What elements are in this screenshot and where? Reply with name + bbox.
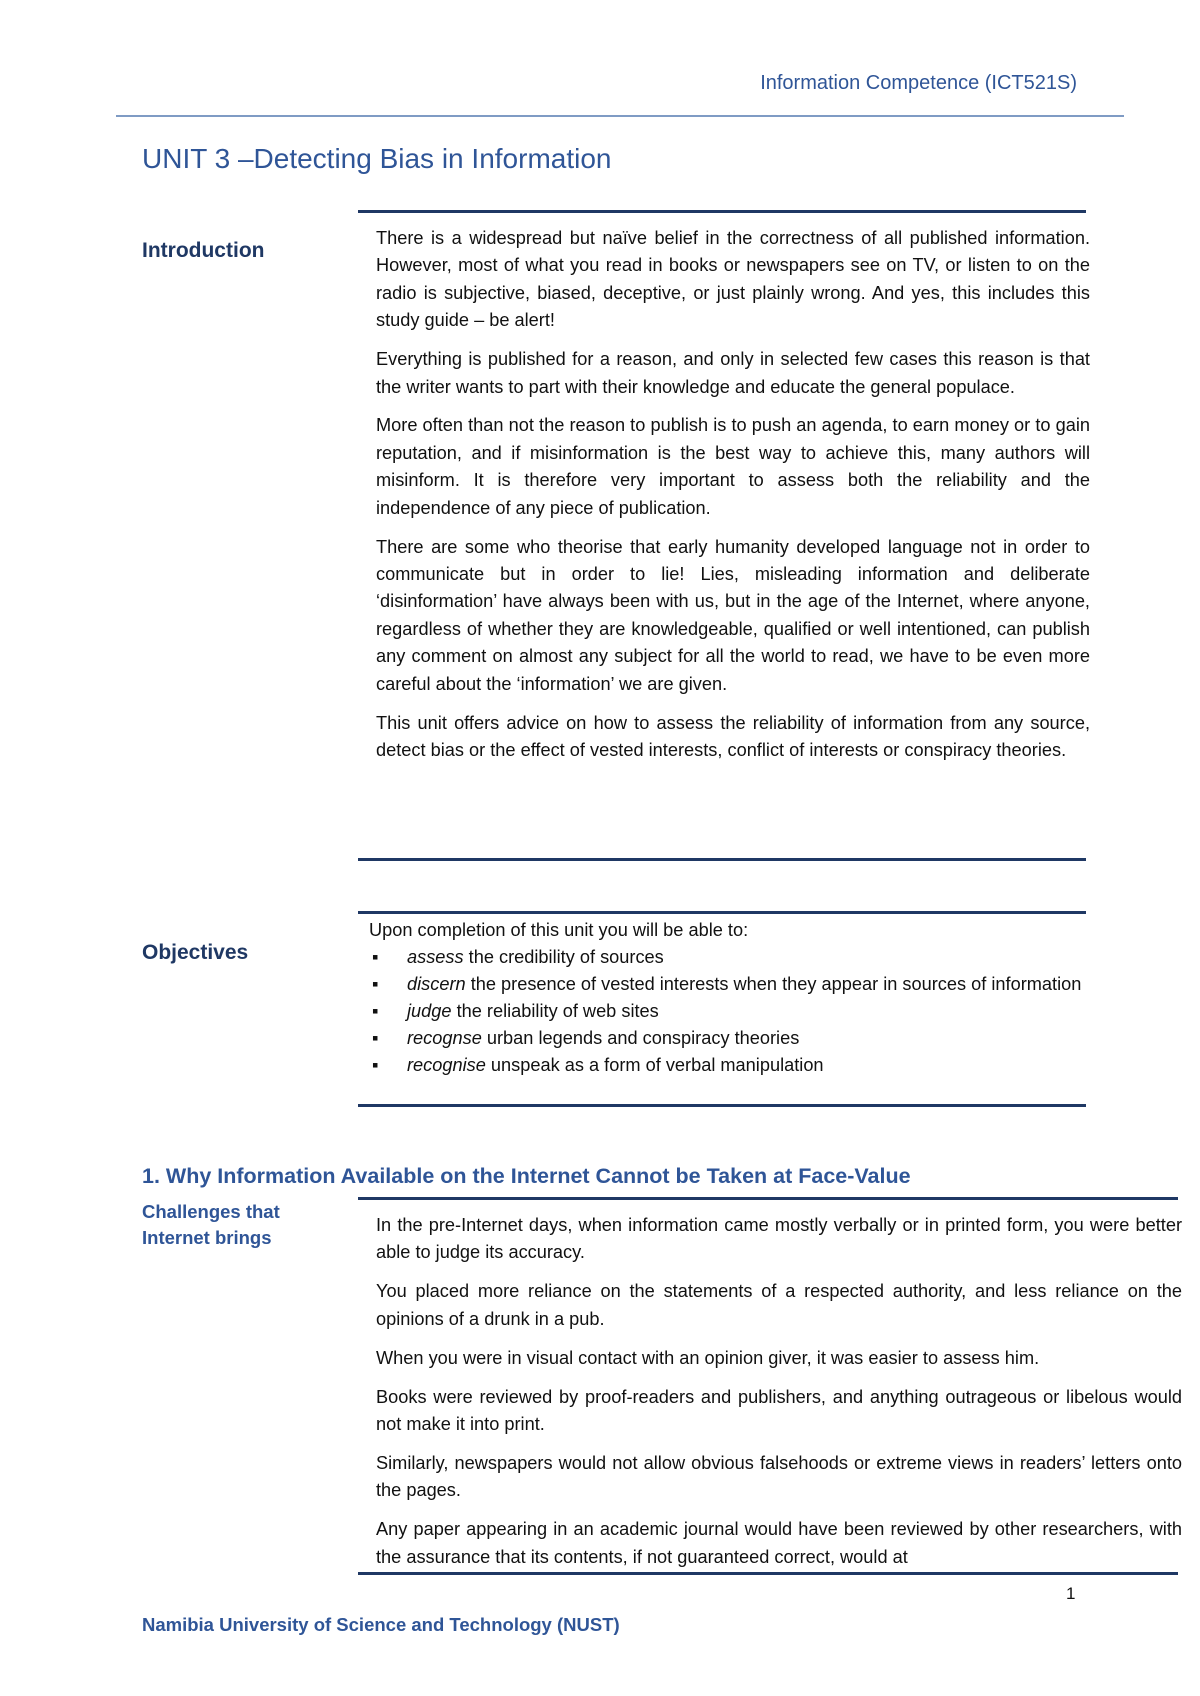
section-paragraph: Similarly, newspapers would not allow obvious falsehoods or extreme views in readers’ letters onto the pages. [376, 1452, 1182, 1501]
header-divider [116, 115, 1124, 117]
objective-item [369, 1025, 1089, 1052]
section-paragraph: When you were in visual contact with an opinion giver, it was easier to assess him. [376, 1347, 1040, 1368]
section-bottom-rule [358, 1572, 1178, 1615]
course-title: Information Competence (ICT521S) [760, 72, 1077, 94]
section-top-rule [358, 1197, 1178, 1200]
objective-text: urban legends and conspiracy theories [481, 1028, 800, 1048]
section-body [376, 1212, 1182, 1582]
section-paragraph: Any paper appearing in an academic journal would have been reviewed by other researchers, with the assurance that its contents, if not guaranteed correct, would at [376, 1519, 1182, 1567]
section-heading: 1. Why Information Available on the Internet Cannot be Taken at Face-Value [142, 1164, 911, 1188]
introduction-paragraph: This unit offers advice on how to assess the reliability of information from any source, detect bias or the effect of vested interests, conflict of interests or conspiracy theories. [376, 712, 1090, 760]
bullet-icon: ▪ [372, 947, 379, 967]
objective-text: unspeak as a form of verbal manipulation [485, 1055, 824, 1075]
objectives-top-rule [358, 911, 1086, 914]
objectives-list [369, 944, 1089, 1079]
challenges-label-line: Challenges that [142, 1201, 280, 1222]
objective-item [369, 944, 1089, 971]
objective-verb: recognise [407, 1055, 486, 1075]
objectives-intro: Upon completion of this unit you will be able to: [369, 920, 749, 940]
bullet-icon: ▪ [372, 974, 379, 994]
objective-verb: discern [407, 974, 466, 994]
introduction-paragraph: There is a widespread but naïve belief in the correctness of all published information. However, most of what you read in books or newspapers see on TV, or listen to on the radio is subjective, biased, deceptive, or just plainly wrong. And yes, this includes this study guide – be alert! [376, 228, 1090, 331]
bullet-icon: ▪ [372, 1001, 379, 1021]
objectives-bottom-rule [358, 1104, 1086, 1107]
objective-text: the presence of vested interests when they appear in sources of information [465, 974, 1082, 994]
objective-text: the credibility of sources [463, 947, 664, 967]
introduction-paragraph: More often than not the reason to publish is to push an agenda, to earn money or to gain reputation, and if misinformation is the best way to achieve this, many authors will misinform. It is therefore very important to assess both the reliability and the independence of any piece of publication. [376, 415, 1090, 518]
bullet-icon: ▪ [372, 1028, 379, 1048]
objective-item [369, 971, 1089, 998]
objective-item [369, 998, 1089, 1025]
introduction-paragraph: Everything is published for a reason, and only in selected few cases this reason is that the writer wants to part with their knowledge and educate the general populace. [376, 349, 1090, 397]
challenges-label-line: Internet brings [142, 1227, 272, 1248]
introduction-paragraph: There are some who theorise that early humanity developed language not in order to communicate but in order to lie! Lies, misleading information and deliberate ‘disinformation’ have always been with us, but in the age of the Internet, where anyone, regardless of whether they are knowledgeable, qualified or well intentioned, can publish any comment on almost any subject for all the world to read, we have to be even more careful about the ‘information’ we are given. [376, 536, 1090, 694]
section-paragraph: You placed more reliance on the statements of a respected authority, and less reliance on the opinions of a drunk in a pub. [376, 1281, 1182, 1329]
section-paragraph: Books were reviewed by proof-readers and publishers, and anything outrageous or libelous would not make it into print. [376, 1386, 1182, 1434]
section-paragraph: In the pre-Internet days, when information came mostly verbally or in printed form, you were better able to judge its accuracy. [376, 1215, 1182, 1263]
footer-institution: Namibia University of Science and Technology (NUST) [142, 1614, 620, 1635]
challenges-label [142, 1199, 280, 1251]
introduction-top-rule [358, 210, 1086, 213]
objectives-label: Objectives [142, 941, 249, 964]
introduction-body [376, 225, 1090, 776]
introduction-label: Introduction [142, 239, 265, 262]
bullet-icon: ▪ [372, 1055, 379, 1075]
introduction-bottom-rule [358, 858, 1086, 861]
unit-title: UNIT 3 –Detecting Bias in Information [142, 143, 612, 174]
objective-verb: assess [407, 947, 464, 967]
objective-verb: judge [407, 1001, 452, 1021]
objective-item [369, 1052, 1089, 1079]
objective-text: the reliability of web sites [451, 1001, 659, 1021]
objective-verb: recognse [407, 1028, 482, 1048]
page-number: 1 [1066, 1584, 1076, 1603]
objectives-body [369, 917, 1089, 1079]
